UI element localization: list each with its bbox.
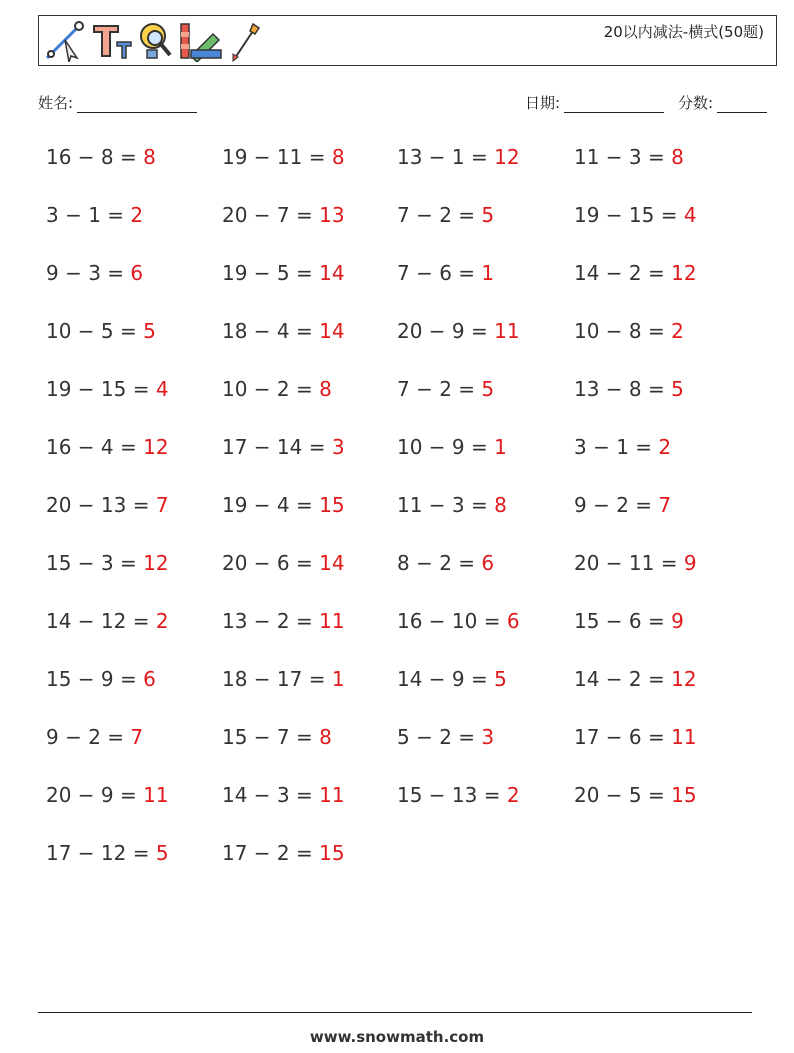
- problem-item: [46, 841, 169, 865]
- problem-item: [46, 261, 143, 285]
- problem-row: [46, 203, 766, 261]
- problem-answer: 15: [671, 783, 697, 807]
- problem-question: 19 − 5 =: [222, 261, 320, 285]
- problem-item: [397, 319, 520, 343]
- problem-item: [397, 435, 507, 459]
- problem-answer: 6: [130, 261, 144, 285]
- problem-item: [574, 551, 697, 575]
- problem-answer: 12: [143, 435, 169, 459]
- problem-row: [46, 493, 766, 551]
- problem-answer: 7: [155, 493, 169, 517]
- problem-item: [397, 609, 520, 633]
- score-field: [678, 92, 767, 113]
- problem-item: [46, 667, 156, 691]
- problem-answer: 5: [481, 203, 495, 227]
- problem-answer: 3: [481, 725, 495, 749]
- problem-question: 19 − 11 =: [222, 145, 332, 169]
- problem-answer: 8: [331, 145, 345, 169]
- problem-item: [222, 667, 345, 691]
- problem-answer: 11: [494, 319, 520, 343]
- date-label: 日期:: [525, 94, 561, 112]
- problem-item: [397, 203, 494, 227]
- problem-question: 20 − 6 =: [222, 551, 320, 575]
- header-icons: [43, 20, 265, 62]
- problem-question: 14 − 2 =: [574, 667, 672, 691]
- problem-answer: 8: [671, 145, 684, 169]
- magnifier-bulb-icon: [137, 20, 175, 62]
- problem-item: [46, 493, 169, 517]
- problem-question: 10 − 5 =: [46, 319, 144, 343]
- problem-question: 14 − 2 =: [574, 261, 672, 285]
- problem-item: [222, 203, 345, 227]
- worksheet-title: 20以内减法-横式(50题): [603, 23, 764, 41]
- problem-question: 16 − 8 =: [46, 145, 144, 169]
- worksheet-header: [38, 15, 777, 66]
- problem-question: 20 − 9 =: [46, 783, 144, 807]
- problem-row: [46, 725, 766, 783]
- problem-answer: 4: [155, 377, 169, 401]
- problem-question: 19 − 15 =: [574, 203, 684, 227]
- problem-item: [397, 377, 494, 401]
- problem-question: 15 − 13 =: [397, 783, 507, 807]
- problem-question: 9 − 3 =: [46, 261, 131, 285]
- problem-answer: 12: [143, 551, 169, 575]
- problem-item: [574, 261, 697, 285]
- problem-row: [46, 319, 766, 377]
- problem-answer: 14: [319, 261, 345, 285]
- problem-question: 15 − 6 =: [574, 609, 672, 633]
- problem-question: 17 − 6 =: [574, 725, 672, 749]
- problem-item: [397, 783, 520, 807]
- problem-question: 11 − 3 =: [397, 493, 495, 517]
- problem-question: 17 − 2 =: [222, 841, 320, 865]
- problem-answer: 5: [143, 319, 156, 343]
- problem-answer: 9: [683, 551, 697, 575]
- problem-item: [222, 783, 345, 807]
- problem-question: 16 − 10 =: [397, 609, 507, 633]
- problem-row: [46, 551, 766, 609]
- problem-answer: 14: [319, 551, 345, 575]
- problem-row: [46, 435, 766, 493]
- problem-item: [574, 609, 684, 633]
- problem-row: [46, 609, 766, 667]
- problem-answer: 7: [658, 493, 672, 517]
- color-ruler-icon: [177, 20, 223, 62]
- problem-item: [574, 377, 684, 401]
- problem-row: [46, 145, 766, 203]
- problem-question: 20 − 5 =: [574, 783, 672, 807]
- problem-item: [222, 377, 332, 401]
- problem-question: 18 − 4 =: [222, 319, 320, 343]
- problem-item: [574, 493, 671, 517]
- name-blank[interactable]: [77, 96, 197, 113]
- problem-item: [574, 667, 697, 691]
- problem-answer: 2: [506, 783, 520, 807]
- problem-item: [222, 261, 345, 285]
- problem-answer: 4: [683, 203, 697, 227]
- problem-item: [46, 783, 169, 807]
- problem-question: 20 − 13 =: [46, 493, 156, 517]
- problem-item: [574, 203, 697, 227]
- date-field: [525, 92, 664, 113]
- problem-question: 20 − 7 =: [222, 203, 320, 227]
- problem-question: 15 − 3 =: [46, 551, 144, 575]
- problem-answer: 2: [671, 319, 684, 343]
- problem-question: 10 − 9 =: [397, 435, 495, 459]
- problem-question: 19 − 15 =: [46, 377, 156, 401]
- problem-answer: 11: [319, 783, 345, 807]
- problem-question: 5 − 2 =: [397, 725, 482, 749]
- problem-item: [46, 145, 156, 169]
- problem-question: 10 − 2 =: [222, 377, 320, 401]
- problem-item: [574, 725, 697, 749]
- problem-answer: 2: [130, 203, 144, 227]
- problem-item: [222, 145, 345, 169]
- problem-item: [397, 261, 494, 285]
- problem-item: [46, 319, 156, 343]
- problem-answer: 8: [494, 493, 507, 517]
- problem-item: [46, 725, 143, 749]
- problem-item: [222, 609, 345, 633]
- problem-answer: 3: [331, 435, 345, 459]
- problem-item: [397, 145, 520, 169]
- problem-answer: 12: [494, 145, 520, 169]
- problem-answer: 9: [671, 609, 684, 633]
- problem-question: 7 − 2 =: [397, 377, 482, 401]
- problem-question: 8 − 2 =: [397, 551, 482, 575]
- name-label: 姓名:: [38, 94, 74, 112]
- score-label: 分数:: [678, 94, 714, 112]
- problem-row: [46, 377, 766, 435]
- problem-answer: 13: [319, 203, 345, 227]
- problem-answer: 6: [143, 667, 156, 691]
- problem-answer: 5: [481, 377, 495, 401]
- problem-question: 15 − 9 =: [46, 667, 144, 691]
- problem-answer: 1: [331, 667, 345, 691]
- problem-answer: 1: [494, 435, 507, 459]
- problem-grid: [46, 145, 766, 899]
- problem-answer: 15: [319, 493, 345, 517]
- problem-question: 11 − 3 =: [574, 145, 672, 169]
- problem-item: [46, 377, 169, 401]
- compass-pointer-icon: [43, 20, 89, 62]
- problem-answer: 11: [143, 783, 169, 807]
- problem-item: [46, 203, 143, 227]
- problem-item: [397, 725, 494, 749]
- problem-question: 7 − 6 =: [397, 261, 482, 285]
- text-tool-icon: [91, 20, 135, 62]
- problem-item: [222, 725, 332, 749]
- problem-question: 14 − 9 =: [397, 667, 495, 691]
- problem-question: 18 − 17 =: [222, 667, 332, 691]
- problem-item: [397, 667, 507, 691]
- problem-answer: 2: [658, 435, 672, 459]
- problem-item: [46, 435, 169, 459]
- problem-question: 17 − 14 =: [222, 435, 332, 459]
- paintbrush-icon: [225, 20, 265, 62]
- problem-row: [46, 783, 766, 841]
- problem-answer: 7: [130, 725, 144, 749]
- problem-item: [46, 609, 169, 633]
- problem-item: [574, 435, 671, 459]
- problem-answer: 5: [155, 841, 169, 865]
- problem-answer: 12: [671, 667, 697, 691]
- problem-answer: 12: [671, 261, 697, 285]
- problem-answer: 11: [319, 609, 345, 633]
- problem-question: 13 − 2 =: [222, 609, 320, 633]
- problem-question: 13 − 1 =: [397, 145, 495, 169]
- problem-question: 7 − 2 =: [397, 203, 482, 227]
- problem-answer: 2: [155, 609, 169, 633]
- problem-answer: 6: [506, 609, 520, 633]
- problem-question: 20 − 9 =: [397, 319, 495, 343]
- problem-item: [222, 551, 345, 575]
- problem-question: 3 − 1 =: [46, 203, 131, 227]
- problem-answer: 5: [494, 667, 507, 691]
- problem-item: [574, 783, 697, 807]
- name-field: [38, 92, 197, 113]
- problem-question: 9 − 2 =: [46, 725, 131, 749]
- problem-row: [46, 261, 766, 319]
- problem-row: [46, 667, 766, 725]
- problem-item: [222, 493, 345, 517]
- problem-item: [46, 551, 169, 575]
- problem-answer: 1: [481, 261, 495, 285]
- problem-answer: 6: [481, 551, 495, 575]
- problem-answer: 8: [319, 725, 332, 749]
- problem-answer: 15: [319, 841, 345, 865]
- problem-row: [46, 841, 766, 899]
- problem-question: 3 − 1 =: [574, 435, 659, 459]
- problem-question: 14 − 12 =: [46, 609, 156, 633]
- problem-answer: 5: [671, 377, 684, 401]
- problem-answer: 8: [143, 145, 156, 169]
- problem-answer: 14: [319, 319, 345, 343]
- problem-answer: 11: [671, 725, 697, 749]
- problem-question: 20 − 11 =: [574, 551, 684, 575]
- footer-divider: [38, 1012, 752, 1013]
- footer-site: www.snowmath.com: [309, 1028, 485, 1046]
- problem-answer: 8: [319, 377, 332, 401]
- problem-item: [397, 551, 494, 575]
- date-blank[interactable]: [564, 96, 664, 113]
- problem-item: [574, 319, 684, 343]
- problem-question: 13 − 8 =: [574, 377, 672, 401]
- problem-item: [222, 319, 345, 343]
- problem-question: 17 − 12 =: [46, 841, 156, 865]
- problem-question: 14 − 3 =: [222, 783, 320, 807]
- problem-question: 10 − 8 =: [574, 319, 672, 343]
- problem-item: [574, 145, 684, 169]
- score-blank[interactable]: [717, 96, 767, 113]
- problem-question: 16 − 4 =: [46, 435, 144, 459]
- problem-item: [222, 435, 345, 459]
- problem-item: [222, 841, 345, 865]
- problem-question: 9 − 2 =: [574, 493, 659, 517]
- problem-question: 15 − 7 =: [222, 725, 320, 749]
- problem-item: [397, 493, 507, 517]
- problem-question: 19 − 4 =: [222, 493, 320, 517]
